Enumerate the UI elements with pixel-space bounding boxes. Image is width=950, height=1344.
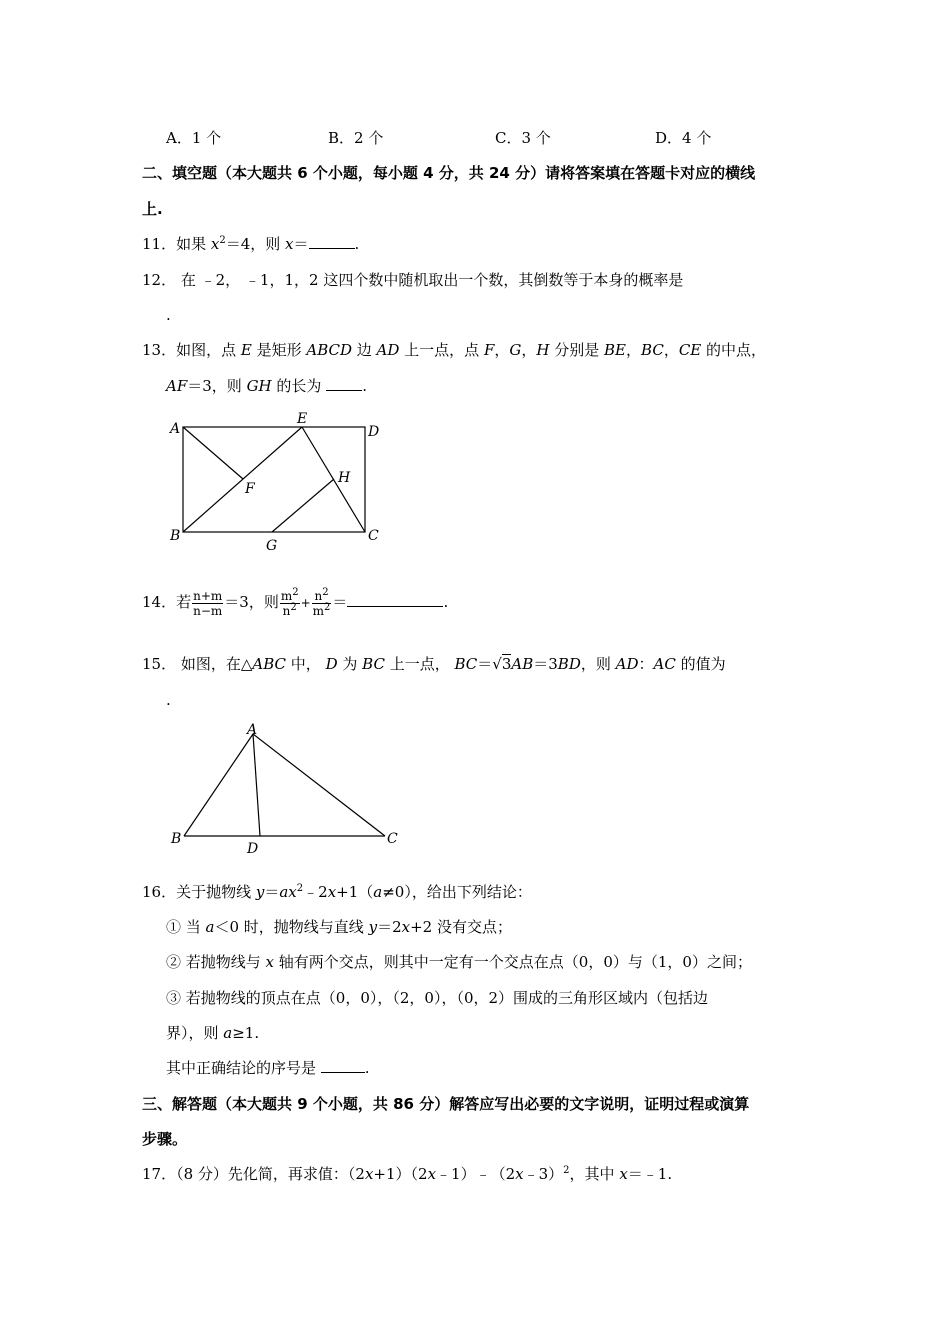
question-12: 12． 在 ﹣2， ﹣1，1，2 这四个数中随机取出一个数，其倒数等于本身的概率是 [142, 271, 684, 289]
section2-heading: 二、填空题（本大题共 6 个小题，每小题 4 分，共 24 分）请将答案填在答题卡对应的横线 [142, 164, 756, 182]
question-13: 13．如图，点 E 是矩形 ABCD 边 AD 上一点，点 F，G，H 分别是 BE，BC，CE 的中点， [142, 341, 767, 359]
fraction-3: $\frac{n^2}{m^2}$ [312, 586, 331, 618]
label-a: A [247, 722, 258, 738]
side-ac [253, 734, 385, 836]
option-d: D．4 个 [655, 129, 712, 147]
question-15-cont: . [166, 691, 171, 709]
fraction-2: $\frac{m^2}{n^2}$ [280, 586, 299, 618]
label-b: B [171, 831, 182, 847]
question-16-final: 其中正确结论的序号是 . [166, 1059, 370, 1077]
question-13-cont: AF＝3，则 GH 的长为 . [166, 377, 367, 395]
label-d: D [247, 841, 259, 857]
label-h: H [338, 470, 351, 486]
section3-heading-cont: 步骤。 [142, 1130, 188, 1148]
side-ab [184, 734, 253, 836]
figure-15-triangle [160, 715, 410, 860]
segment-gh [272, 479, 334, 532]
section3-heading: 三、解答题（本大题共 9 个小题，共 86 分）解答应写出必要的文字说明，证明过程或演算 [142, 1095, 750, 1113]
label-d: D [368, 424, 380, 440]
question-16-conclusion-2: ② 若抛物线与 x 轴有两个交点，则其中一定有一个交点在点（0，0）与（1，0）之间； [166, 953, 752, 971]
segment-ae-f [183, 427, 243, 479]
label-b: B [170, 528, 181, 544]
option-b: B．2 个 [328, 129, 384, 147]
label-f: F [245, 481, 255, 497]
label-c: C [387, 831, 398, 847]
question-12-cont: . [166, 306, 171, 324]
question-16: 16．关于抛物线 $y=ax^2﹣2x+1(a\ne 0)$，给出下列结论： [142, 883, 532, 901]
question-11: 11．如果 $x^2=4$，则 x＝ . [142, 235, 360, 253]
question-16-conclusion-1: ① 当 a＜0 时，抛物线与直线 y＝2x+2 没有交点； [166, 918, 512, 936]
label-c: C [368, 528, 379, 544]
fraction-1: $\frac{n+m}{n-m}$ [193, 588, 223, 618]
option-a: A．1 个 [166, 129, 222, 147]
question-15: 15． 如图，在△ABC 中， D 为 BC 上一点， BC＝√3AB＝3BD，则 AD：AC 的值为 [142, 655, 726, 673]
question-16-conclusion-3: ③ 若抛物线的顶点在点（0，0），（2，0），（0，2）围成的三角形区域内（包括边 [166, 989, 709, 1007]
segment-ad [253, 734, 260, 836]
section2-heading-cont: 上. [142, 200, 163, 218]
question-17: 17．（8 分）先化简，再求值：（2x+1）（2x﹣1）﹣（2x﹣3）$^2$，其中 x＝﹣1. [142, 1165, 673, 1183]
question-14: 14．若 $\frac{n+m}{n-m}$ ＝3，则 $\frac{m^2}{n^2}$ + $\frac{n^2}{m^2}$ ＝ . [142, 586, 449, 618]
figure-13-rectangle [160, 405, 400, 555]
question-16-conclusion-3-cont: 界），则 a≥1. [166, 1024, 260, 1042]
sqrt-sign: √ [492, 655, 502, 673]
label-g: G [266, 538, 278, 554]
option-c: C．3 个 [495, 129, 551, 147]
label-a: A [170, 421, 181, 437]
label-e: E [297, 411, 308, 427]
